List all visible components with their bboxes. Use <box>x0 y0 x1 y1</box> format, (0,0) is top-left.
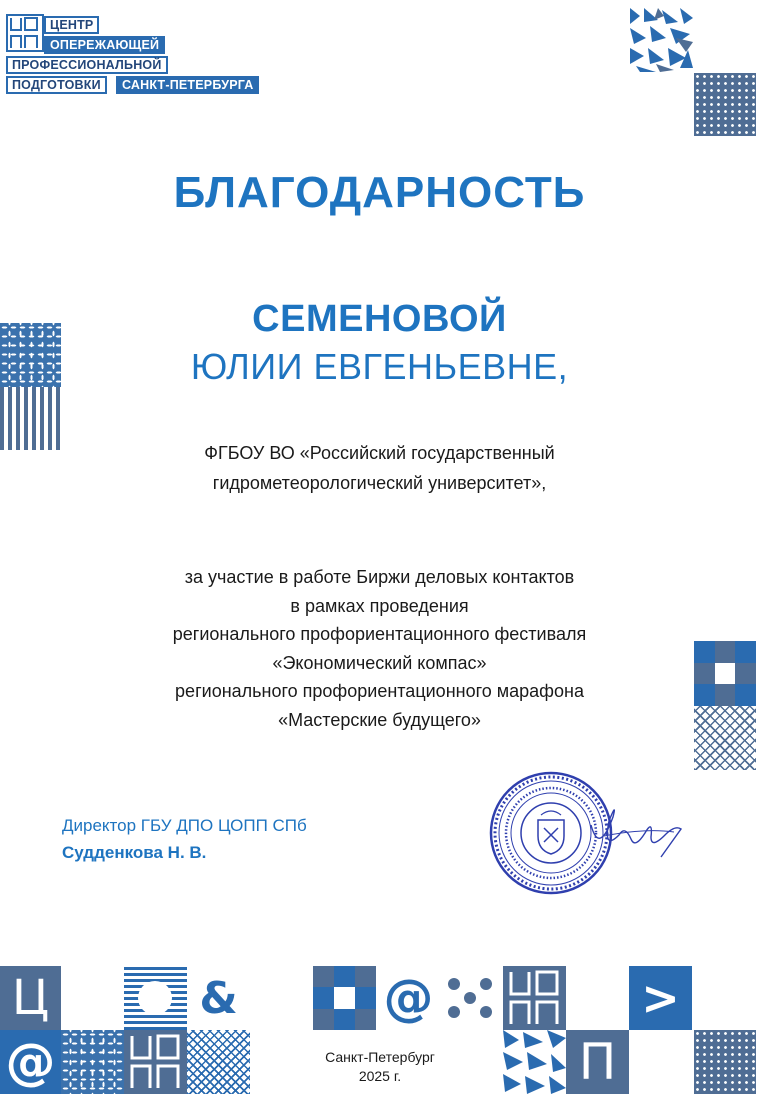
reason-line-5: регионального профориентационного марафона <box>175 681 584 701</box>
recipient-organization <box>0 438 759 498</box>
copp-mark-icon <box>503 966 566 1030</box>
decor-copp-tile-left <box>124 1030 187 1094</box>
decor-squiggle-bottom-tile <box>61 1030 124 1094</box>
reason-line-2: в рамках проведения <box>290 595 469 616</box>
decor-ts-tile <box>0 966 61 1030</box>
issue-year: 2025 г. <box>358 1068 402 1084</box>
reason-line-4: «Экономический компас» <box>272 652 487 673</box>
decor-copp-tile-right <box>503 966 566 1030</box>
reason-line-1: за участие в работе Биржи деловых контактов <box>184 567 575 587</box>
ts-letter-glyph: Ц <box>11 970 50 1026</box>
dots-cluster-icon <box>440 966 503 1030</box>
decor-dots-cluster-tile <box>440 966 503 1030</box>
decor-triangles-tile <box>630 8 693 72</box>
decor-at-tile-left <box>0 1030 61 1094</box>
copp-mark-icon <box>124 1030 187 1094</box>
copp-logo <box>6 14 286 96</box>
at-sign-icon: @ <box>383 969 434 1027</box>
at-sign-icon: @ <box>5 1033 56 1091</box>
signatory-position: Директор ГБУ ДПО ЦОПП СПб <box>62 816 307 835</box>
copp-logo-mark <box>6 14 44 52</box>
logo-line-1: ЦЕНТР <box>44 16 99 34</box>
recipient-surname: СЕМЕНОВОЙ <box>252 298 507 340</box>
decor-arrow-tile <box>629 966 692 1030</box>
decor-checker-bottom-tile <box>313 966 376 1030</box>
ampersand-icon: & <box>199 972 238 1024</box>
decor-triangles-bottom-tile <box>503 1030 566 1094</box>
issue-city: Санкт-Петербург <box>325 1049 435 1065</box>
decor-ampersand-tile <box>187 966 250 1030</box>
logo-line-3: ПРОФЕССИОНАЛЬНОЙ <box>6 56 168 74</box>
logo-line-4a: ПОДГОТОВКИ <box>6 76 107 94</box>
award-reason <box>0 563 759 734</box>
signatory-name: Судденкова Н. В. <box>62 843 207 862</box>
issue-place-and-year <box>290 1048 470 1086</box>
organization-line-1: ФГБОУ ВО «Российский государственный <box>204 443 555 463</box>
decor-crosshatch-bottom-tile <box>187 1030 250 1094</box>
decor-dots-bottom-tile <box>694 1030 756 1094</box>
organization-line-2: гидрометеорологический университет», <box>212 473 547 493</box>
decor-dots-tile <box>694 73 756 136</box>
reason-line-3: регионального профориентационного фестиваля <box>172 624 587 644</box>
decor-pe-tile <box>566 1030 629 1094</box>
logo-line-2: ОПЕРЕЖАЮЩЕЙ <box>44 36 165 54</box>
recipient-given-names: ЮЛИИ ЕВГЕНЬЕВНЕ, <box>190 346 569 387</box>
decor-circle-tile <box>124 966 187 1030</box>
circle-icon <box>138 981 172 1015</box>
page-title: БЛАГОДАРНОСТЬ <box>173 168 586 217</box>
reason-line-6: «Мастерские будущего» <box>278 709 481 730</box>
official-seal-and-signature <box>486 770 716 905</box>
logo-line-4b: САНКТ-ПЕТЕРБУРГА <box>116 76 259 94</box>
chevron-right-icon: > <box>641 971 680 1025</box>
decor-at-tile-center <box>377 966 440 1030</box>
pe-letter-glyph: П <box>578 1033 617 1091</box>
